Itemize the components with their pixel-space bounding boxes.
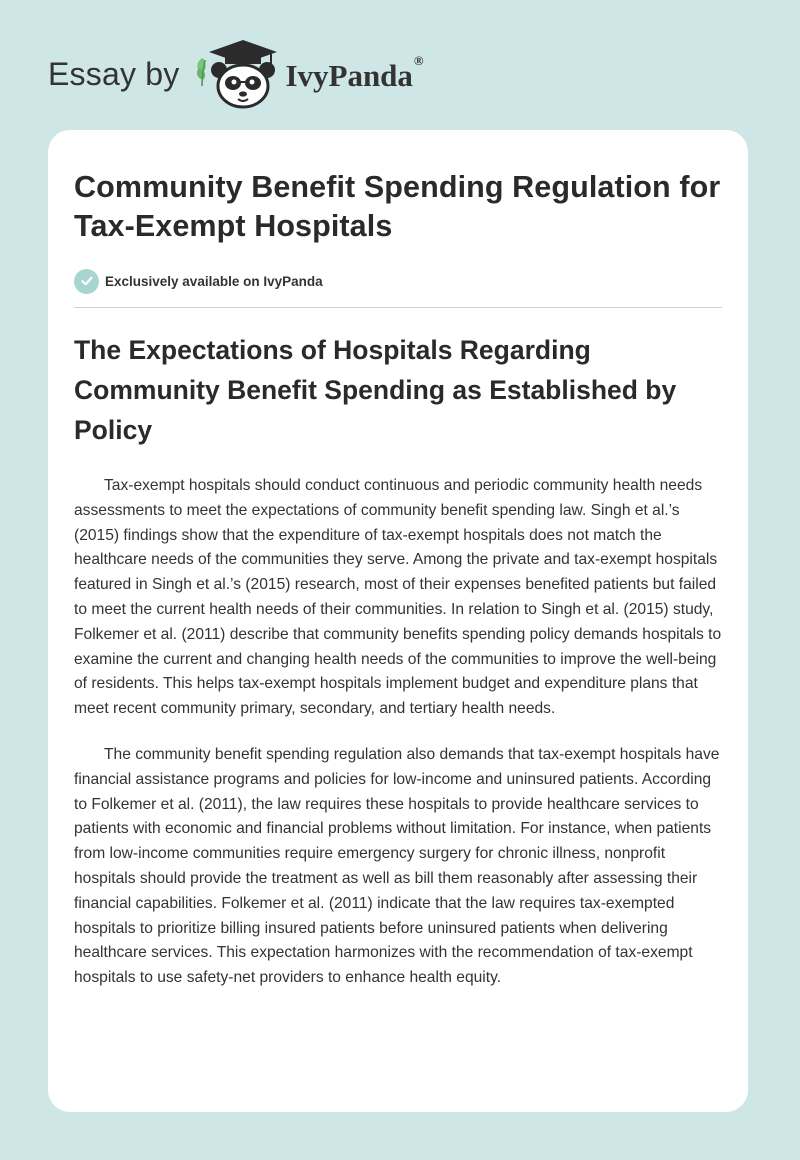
page-title: Community Benefit Spending Regulation for Tax-Exempt Hospitals: [74, 170, 721, 243]
section-title: The Expectations of Hospitals Regarding Community Benefit Spending as Established by Policy: [74, 335, 677, 445]
exclusive-label: Exclusively available on IvyPanda: [105, 273, 323, 289]
essay-by-label: Essay by: [48, 55, 180, 92]
panda-logo-svg: [193, 34, 279, 110]
paragraph-2: The community benefit spending regulation also demands that tax-exempt hospitals have financial assistance programs and policies for low-income and uninsured patients. According to Folkemer et al. (2011), the law requires these hospitals to provide healthcare services to patients with economic and financial problems without limitation. For instance, when patients from low-income communities require emergency surgery for chronic illness, nonprofit hospitals should provide the treatment as well as bill them reasonably after assessing their financial capabilities. Folkemer et al. (2011) indicate that the law requires tax-exempted hospitals to prioritize billing insured patients before uninsured patients when delivering healthcare services. This expectation harmonizes with the recommendation of tax-exempt hospitals to use safety-net providers to enhance health equity.: [74, 745, 720, 987]
essay-card: [48, 130, 748, 1112]
panda-graduate-logo-icon[interactable]: [193, 34, 279, 110]
divider: [74, 307, 722, 308]
registered-mark: ®: [413, 52, 424, 68]
check-icon: [74, 269, 99, 294]
brand-name[interactable]: [285, 52, 424, 94]
site-header: [48, 34, 424, 110]
paragraph-1: Tax-exempt hospitals should conduct continuous and periodic community health needs assessments to meet the expectations of community benefit spending law. Singh et al.’s (2015) findings show that the expenditure of tax-exempt hospitals does not match the healthcare needs of the communities they serve. Among the private and tax-exempt hospitals featured in Singh et al.’s (2015) research, most of their expenses benefited patients but failed to meet the current health needs of their communities. In relation to Singh et al. (2015) study, Folkemer et al. (2011) describe that community benefits spending policy demands hospitals to examine the current and changing health needs of the communities to improve the well-being of residents. This helps tax-exempt hospitals implement budget and expenditure plans that meet recent community primary, secondary, and tertiary health needs.: [74, 477, 722, 718]
exclusive-badge: [74, 268, 722, 294]
brand-name-text: IvyPanda: [285, 58, 413, 93]
